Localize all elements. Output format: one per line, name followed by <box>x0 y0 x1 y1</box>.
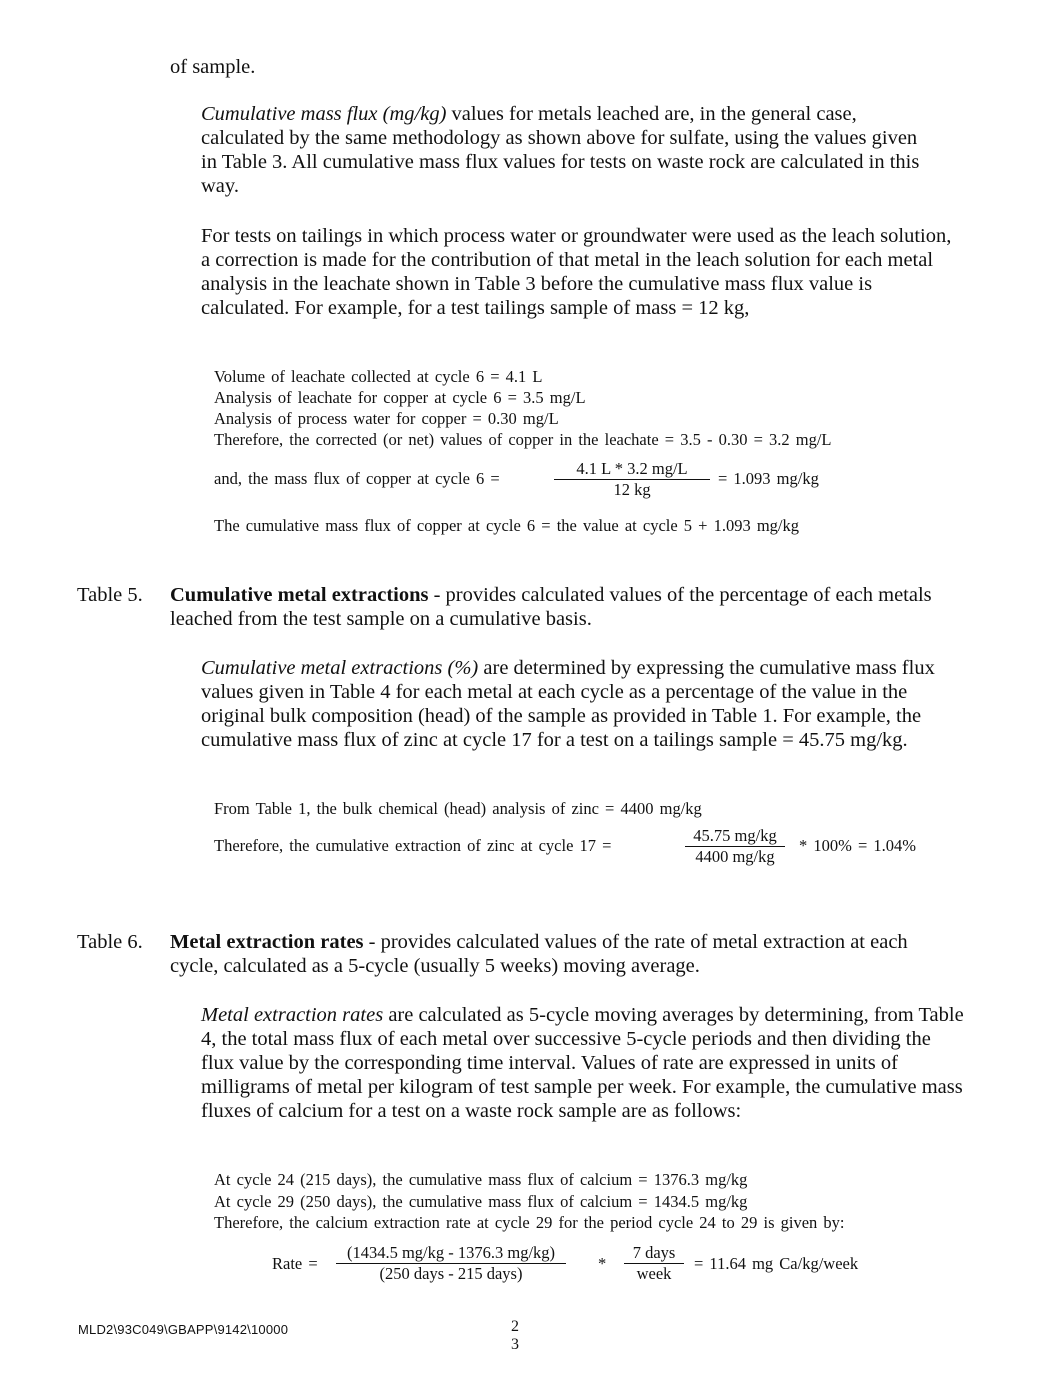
table6-title: Metal extraction rates <box>170 931 364 953</box>
table5-term: Cumulative metal extractions (%) <box>201 657 479 679</box>
copper-example-line-4: Therefore, the corrected (or net) values of copper in the leachate = 3.5 - 0.30 = 3.2 mg/L <box>214 430 832 449</box>
copper-example-line-2: Analysis of leachate for copper at cycle 6 = 3.5 mg/L <box>214 388 586 407</box>
rate-fraction-2 <box>624 1243 684 1284</box>
footer-document-path: MLD2\93C049\GBAPP\9142\10000 <box>78 1322 289 1337</box>
rate-fraction-1 <box>336 1243 566 1284</box>
copper-example-line-6: The cumulative mass flux of copper at cycle 6 = the value at cycle 5 + 1.093 mg/kg <box>214 516 800 535</box>
fraction-numerator: (1434.5 mg/kg - 1376.3 mg/kg) <box>346 1243 556 1262</box>
table5-title: Cumulative metal extractions <box>170 584 429 606</box>
copper-mass-flux-result: = 1.093 mg/kg <box>718 469 819 488</box>
calcium-example-line-2: At cycle 29 (250 days), the cumulative mass flux of calcium = 1434.5 mg/kg <box>214 1192 748 1211</box>
zinc-extraction-result: * 100% = 1.04% <box>799 836 917 855</box>
mass-flux-paragraph <box>201 102 936 198</box>
copper-example-line-1: Volume of leachate collected at cycle 6 = 4.1 L <box>214 367 543 386</box>
table6-paragraph <box>201 1003 966 1123</box>
fraction-denominator: week <box>624 1263 684 1284</box>
fraction-denominator: 4400 mg/kg <box>685 846 785 867</box>
table6-text: are calculated as 5-cycle moving averages by determining, from Table 4, the total mass flux of each metal over successive 5-cycle periods and then dividing the flux value by the corresponding time interval. Values of rate are expressed in units of milligrams of metal per kilogram of test sample per week. For example, the cumulative mass fluxes of calcium for a test on a waste rock sample are as follows: <box>201 1004 964 1122</box>
footer-page-number-old: 2 <box>511 1318 519 1335</box>
calcium-example-line-1: At cycle 24 (215 days), the cumulative mass flux of calcium = 1376.3 mg/kg <box>214 1170 748 1189</box>
rate-result: = 11.64 mg Ca/kg/week <box>694 1254 859 1273</box>
table5-description: - provides calculated values of the percentage of each metals leached from the test sample on a cumulative basis. <box>170 584 932 630</box>
copper-mass-flux-fraction <box>554 459 710 500</box>
tailings-paragraph: For tests on tailings in which process water or groundwater were used as the leach solution, a correction is made for the contribution of that metal in the leach solution for each metal analysis in the leachate shown in Table 3 before the cumulative mass flux value is calculated. For example, for a test tailings sample of mass = 12 kg, <box>201 225 952 319</box>
rate-multiply: * <box>598 1254 607 1273</box>
table5-paragraph <box>201 656 966 752</box>
fraction-denominator: 12 kg <box>554 479 710 500</box>
fraction-numerator: 45.75 mg/kg <box>693 826 777 845</box>
table5-heading <box>170 583 950 631</box>
table6-label: Table 6. <box>77 931 143 953</box>
rate-label: Rate = <box>272 1254 318 1273</box>
table6-description: - provides calculated values of the rate of metal extraction at each cycle, calculated as a 5-cycle (usually 5 weeks) moving average. <box>170 931 908 977</box>
footer-page-number: 3 <box>511 1336 519 1353</box>
fraction-numerator: 7 days <box>632 1243 676 1262</box>
intro-text: of sample. <box>170 56 256 78</box>
zinc-example-line-1: From Table 1, the bulk chemical (head) analysis of zinc = 4400 mg/kg <box>214 799 702 818</box>
table5-label: Table 5. <box>77 584 143 606</box>
copper-mass-flux-label: and, the mass flux of copper at cycle 6 = <box>214 469 500 488</box>
calcium-example-line-3: Therefore, the calcium extraction rate at cycle 29 for the period cycle 24 to 29 is given by: <box>214 1213 845 1232</box>
mass-flux-text: values for metals leached are, in the general case, calculated by the same methodology as shown above for sulfate, using the values given in Table 3. All cumulative mass flux values for tests on waste rock are calculated in this way. <box>201 103 920 197</box>
table5-text: are determined by expressing the cumulative mass flux values given in Table 4 for each metal at each cycle as a percentage of the value in the original bulk composition (head) of the sample as provided in Table 1. For example, the cumulative mass flux of zinc at cycle 17 for a test on a tailings sample = 45.75 mg/kg. <box>201 657 935 751</box>
mass-flux-term: Cumulative mass flux (mg/kg) <box>201 103 447 125</box>
table6-term: Metal extraction rates <box>201 1004 384 1026</box>
table6-heading <box>170 930 950 978</box>
fraction-numerator: 4.1 L * 3.2 mg/L <box>576 459 688 478</box>
fraction-denominator: (250 days - 215 days) <box>336 1263 566 1284</box>
copper-example-line-3: Analysis of process water for copper = 0.30 mg/L <box>214 409 559 428</box>
zinc-extraction-fraction <box>685 826 785 867</box>
zinc-extraction-label: Therefore, the cumulative extraction of zinc at cycle 17 = <box>214 836 612 855</box>
